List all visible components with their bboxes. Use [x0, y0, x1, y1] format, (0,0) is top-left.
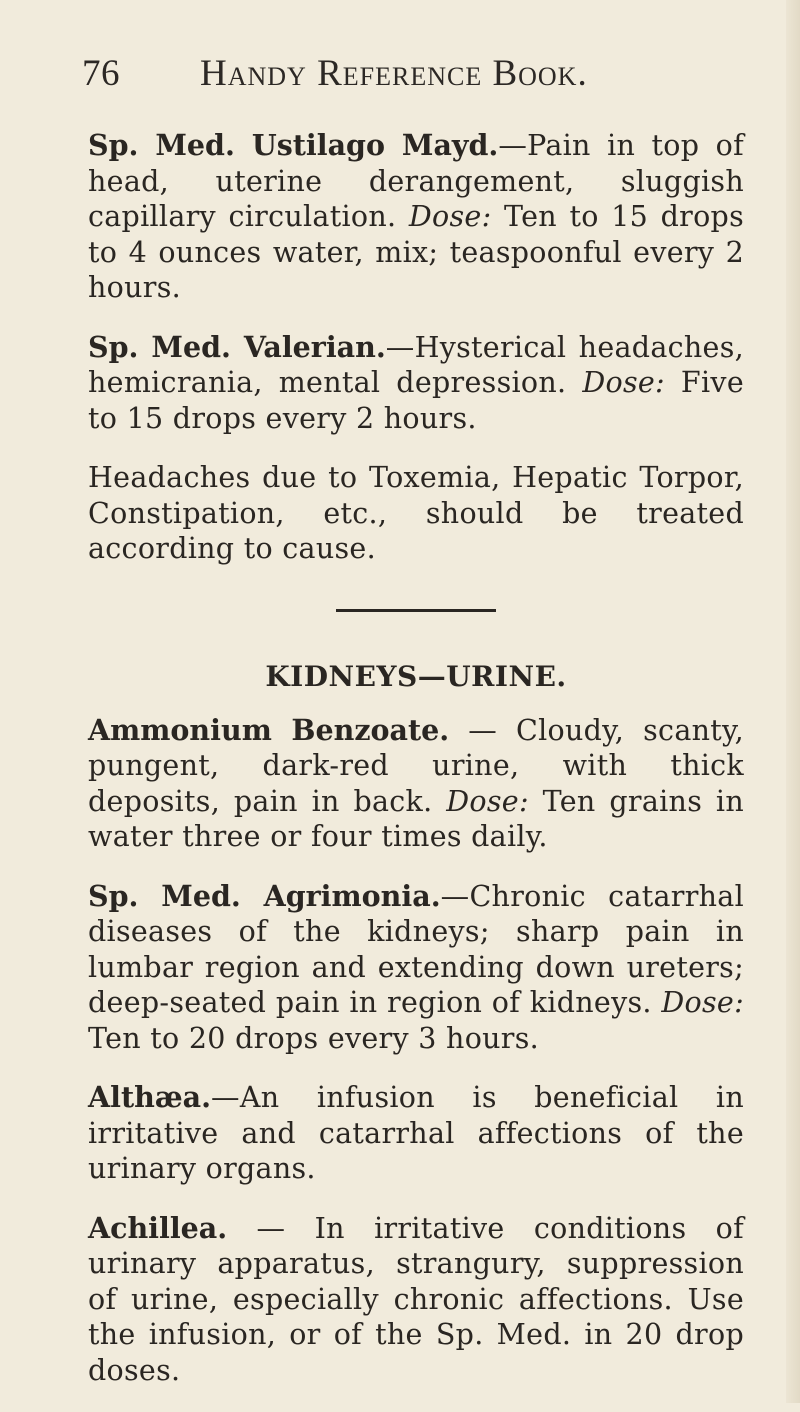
entry-achillea	[88, 1211, 744, 1389]
remedy-description: In irritative conditions of urinary apparatus, strangury, suppression of urine, especially chronic affections. Use the infusion, or of the Sp. Med. in 20 drop doses.	[88, 1211, 744, 1387]
remedy-name: Sp. Med. Valerian.	[88, 329, 386, 364]
remedy-name: Sp. Med. Ustilago Mayd.	[88, 128, 499, 162]
running-title: Handy Reference Book.	[200, 53, 588, 94]
dose-text: Ten to 15 drops to 4 ounces water, mix; teaspoonful every 2 hours.	[88, 200, 745, 304]
dose-text: Five to 15 drops every 2 hours.	[88, 366, 744, 435]
entry-dash: —	[449, 713, 516, 747]
page-edge-shadow	[786, 0, 800, 1403]
entry-valerian	[88, 330, 744, 437]
entry-dash: —	[385, 330, 415, 364]
remedy-description: Chronic catarrhal diseases of the kidneys; sharp pain in lumbar region and extending down ureters; deep-seated pain in region of kidneys.	[88, 879, 744, 1019]
dose-label: Dose:	[408, 200, 492, 233]
note-paragraph: Headaches due to Toxemia, Hepatic Torpor, Constipation, etc., should be treated according to cause.	[88, 461, 744, 565]
dose-label: Dose:	[661, 986, 744, 1019]
entry-dash: —	[227, 1211, 315, 1245]
running-header	[82, 52, 642, 96]
dose-label: Dose:	[582, 366, 665, 399]
entry-dash: —	[440, 879, 470, 913]
entry-ustilago	[88, 128, 744, 306]
dose-text: Ten grains in water three or four times daily.	[88, 784, 744, 853]
dose-label: Dose:	[446, 784, 529, 818]
remedy-name: Althæa.	[88, 1080, 212, 1114]
entry-dash: —	[211, 1081, 240, 1114]
page-number: 76	[82, 53, 120, 94]
remedy-description: An infusion is beneficial in irritative and catarrhal affections of the urinary organs.	[88, 1081, 744, 1185]
entry-dash: —	[498, 129, 528, 162]
entry-agrimonia	[88, 879, 744, 1057]
remedy-name: Achillea.	[88, 1210, 228, 1245]
remedy-name: Sp. Med. Agrimonia.	[88, 878, 441, 913]
page-body	[88, 128, 744, 1412]
section-divider	[336, 609, 496, 612]
entry-althaea	[88, 1080, 744, 1187]
entry-ammonium-benzoate	[88, 713, 744, 855]
remedy-description: Hysterical headaches, hemicrania, mental depression.	[88, 330, 744, 399]
remedy-name: Ammonium Benzoate.	[88, 712, 450, 747]
dose-text: Ten to 20 drops every 3 hours.	[88, 1021, 540, 1055]
remedy-description: Pain in top of head, uterine derangement, sluggish capillary circulation.	[88, 129, 744, 233]
remedy-description: Cloudy, scanty, pungent, dark-red urine, with thick deposits, pain in back.	[88, 713, 744, 818]
section-heading: KIDNEYS—URINE.	[265, 659, 567, 693]
